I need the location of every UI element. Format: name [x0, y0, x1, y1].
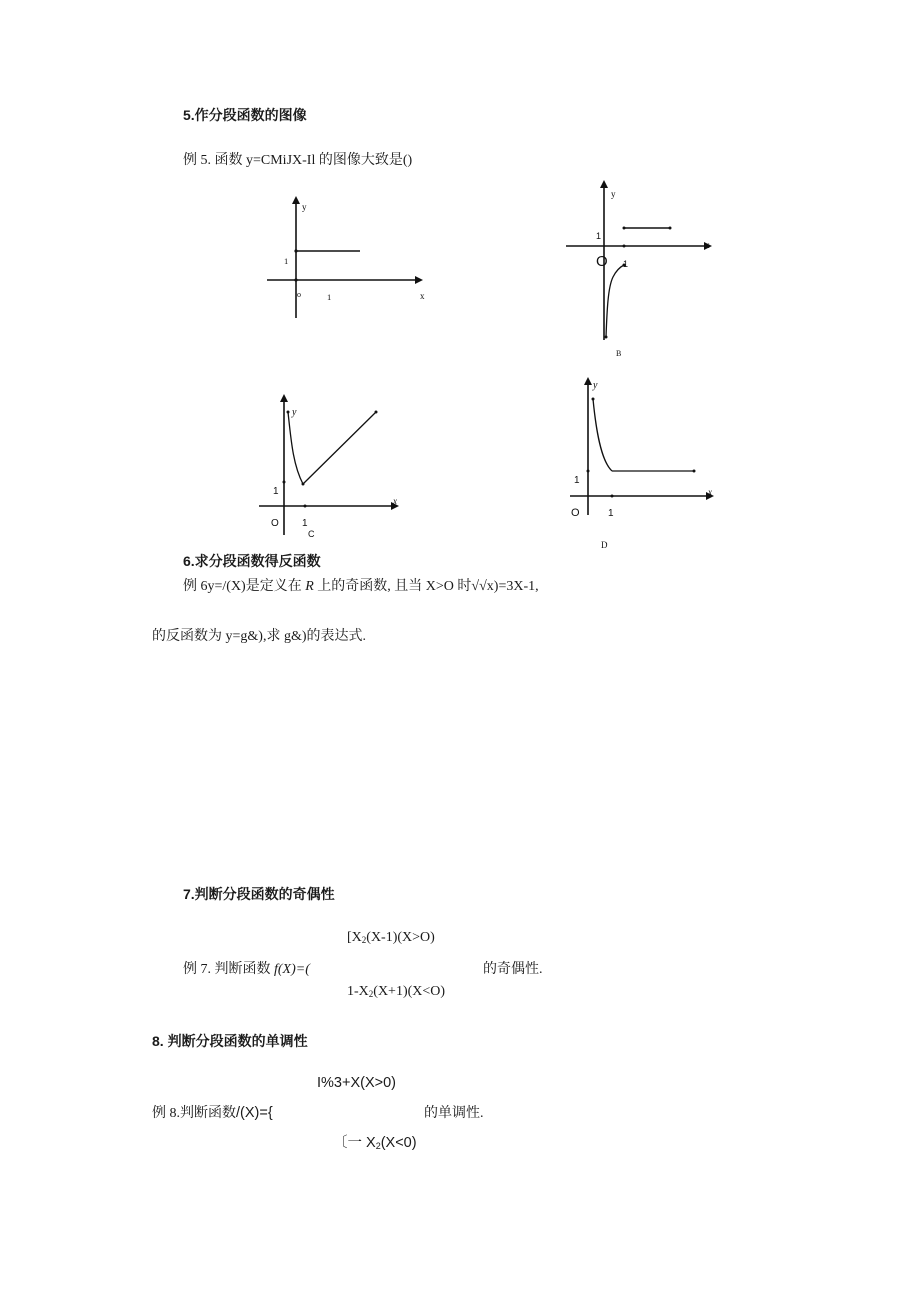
example7-case1: [$X_2(X-1)(X>O)$ — [347, 930, 435, 945]
section6-heading: 6.求分段函数得反函数 — [183, 553, 321, 569]
graph-b-curve — [606, 265, 624, 337]
graph-d-origin-label: O — [571, 507, 580, 519]
example8-function: /(X)={ — [236, 1105, 273, 1121]
graph-d-curve — [593, 399, 612, 471]
graph-c-y-label: y — [292, 407, 297, 418]
graph-c-tick-y: 1 — [273, 486, 279, 497]
graph-b-caption: B — [616, 349, 622, 358]
example8-case1: I%3+X(X>0) — [317, 1075, 396, 1091]
graph-c-origin-label: O — [271, 518, 279, 529]
example8-suffix: 的单调性. — [424, 1106, 484, 1121]
example6-text-b: 上的奇函数, 且当 X>O 时√√x)=3X-1, — [313, 579, 539, 594]
graph-d-y-label: y — [593, 380, 598, 391]
graph-a-origin-label: o — [297, 290, 301, 299]
graph-d-tick-y: 1 — [574, 475, 580, 486]
graph-c-x-label: x — [393, 496, 397, 506]
graph-a-tick-x: 1 — [327, 292, 332, 302]
graph-d-x-label: x — [708, 487, 712, 497]
example6-text-a: 例 6y=/(X)是定义在 — [183, 579, 306, 594]
graph-d-caption: D — [601, 540, 608, 550]
section5-heading: 5.作分段函数的图像 — [183, 107, 307, 123]
graph-a — [255, 190, 435, 325]
graph-c-line — [303, 412, 376, 484]
example7-text: 例 7. 判断函数 f(X)=( — [183, 962, 310, 977]
graph-b-y-label: y — [611, 189, 616, 199]
example6-line2: 的反函数为 y=g&),求 g&)的表达式. — [152, 629, 366, 644]
graph-b-tick-y: 1 — [596, 231, 602, 241]
graph-b-origin-label: O — [596, 253, 608, 270]
graph-b-point-label: 1 — [623, 259, 629, 269]
example7-suffix: 的奇偶性. — [483, 962, 543, 977]
graph-b — [560, 175, 720, 365]
example6-set-r: R — [305, 579, 314, 594]
graph-a-tick-y: 1 — [284, 256, 289, 266]
graph-a-x-label: x — [420, 291, 425, 301]
graph-c — [255, 390, 405, 540]
example5-text: 例 5. 函数 y=CMiJX-Il 的图像大致是() — [183, 153, 413, 168]
example6-line1 — [183, 575, 539, 595]
example7-case2: $1-X_2(X+1)(X<O)$ — [347, 984, 446, 999]
graph-c-caption: C — [308, 529, 315, 539]
graph-c-tick-x: 1 — [302, 518, 308, 529]
graph-d-tick-x: 1 — [608, 508, 614, 519]
section7-heading: 7.判断分段函数的奇偶性 — [183, 886, 335, 902]
example8-case2: 〔一 $X_2(X<0)$ — [333, 1135, 417, 1151]
graph-b-x-label: x — [705, 240, 710, 250]
graph-c-curve — [288, 412, 303, 484]
graph-d — [560, 375, 720, 555]
section8-heading: 8. 判断分段函数的单调性 — [152, 1033, 308, 1049]
example8-text: 例 8.判断函数/(X)={ — [152, 1105, 273, 1121]
graph-a-y-label: y — [302, 202, 307, 212]
example7-function: f(X)=( — [274, 962, 310, 977]
